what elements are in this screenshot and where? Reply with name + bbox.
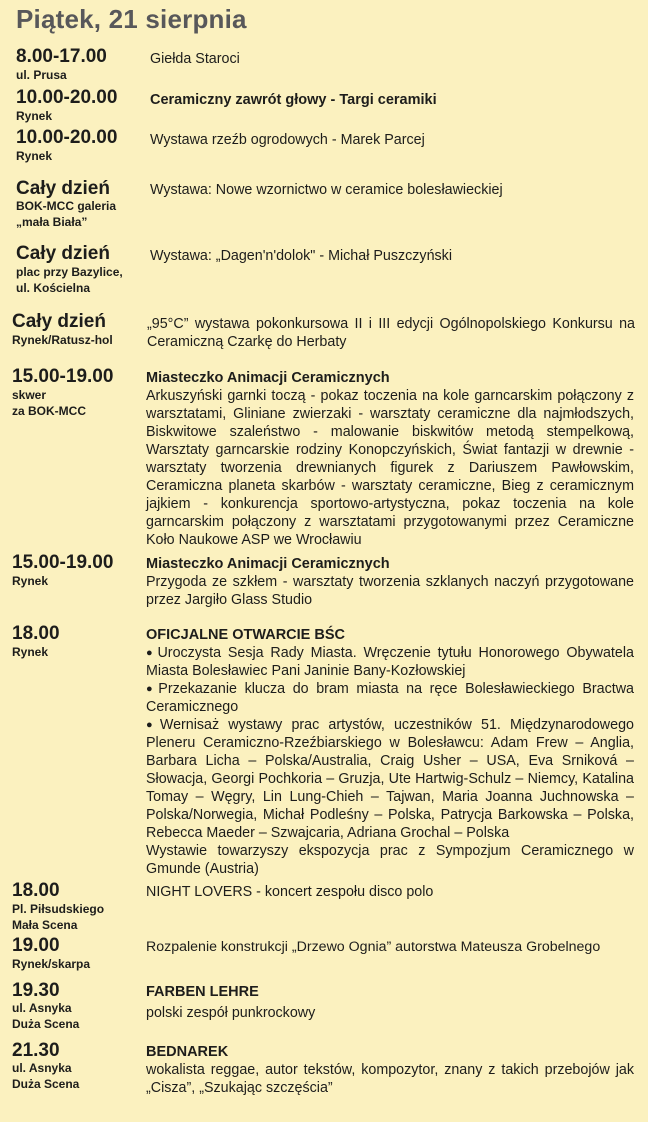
event-description: wokalista reggae, autor tekstów, kompozytor, znany z takich przebojów jak „Cisza”, „Szukając szczęścia” (146, 1062, 634, 1096)
event-description: Rozpalenie konstrukcji „Drzewo Ognia” autorstwa Mateusza Grobelnego (146, 939, 601, 955)
event-description: Przygoda ze szkłem - warsztaty tworzenia szklanych naczyń przygotowane przez Jargiło Glass Studio (146, 574, 634, 608)
event-location: Pl. Piłsudskiego Mała Scena (12, 902, 105, 932)
event-location: ul. Asnyka Duża Scena (12, 1061, 80, 1091)
bullet-text: Wernisaż wystawy prac artystów, uczestników 51. Międzynarodowego Pleneru Ceramiczno-Rzeźbiarskiego w Bolesławcu: Adam Frew – Anglia, Barbara Licha – Polska/Australia, Craig Usher – USA, Eva Srniková – Słowacja, Georgi Pochkoria – Gruzja, Ute Hartwig-Schulz – Niemcy, Katalina Tomay – Węgry, Lin Lung-Chieh – Tajwan, Maria Joanna Juchnowska – Polska/Norwegia, Michał Podleśny – Polska, Patrycja Barkowska – Polska, Rebecca Maeder – Szwajcaria, Adriana Grochal – Polska (146, 717, 634, 841)
page-title: Piątek, 21 sierpnia (16, 4, 247, 34)
event-location: Rynek (16, 149, 53, 163)
bullet-item (146, 644, 634, 680)
event-location: ul. Asnyka Duża Scena (12, 1001, 80, 1031)
event-location: Rynek (16, 109, 53, 123)
event-heading: OFICJALNE OTWARCIE BŚC (146, 627, 345, 643)
event-heading: BEDNAREK (146, 1044, 229, 1060)
event-location: Rynek (12, 645, 49, 659)
event-time: 19.30 (12, 980, 60, 1001)
event-location: skwer za BOK-MCC (12, 388, 86, 418)
event-heading: FARBEN LEHRE (146, 984, 259, 1000)
bullet-text: Przekazanie klucza do bram miasta na ręce Bolesławieckiego Bractwa Ceramicznego (146, 681, 634, 715)
bullet-item (146, 680, 634, 716)
event-time: 8.00-17.00 (16, 46, 107, 67)
bullet-item (146, 716, 634, 842)
event-time: Cały dzień (12, 311, 106, 332)
event-heading: Miasteczko Animacji Ceramicznych (146, 370, 390, 386)
event-location: Rynek (12, 574, 49, 588)
event-location: Rynek/skarpa (12, 957, 91, 971)
event-location: plac przy Bazylice, ul. Kościelna (16, 265, 123, 295)
event-time: Cały dzień (16, 243, 110, 264)
event-description: NIGHT LOVERS - koncert zespołu disco polo (146, 884, 434, 900)
bullet-icon: ● (146, 719, 158, 731)
event-description: Wystawa: Nowe wzornictwo w ceramice bolesławieckiej (150, 182, 503, 198)
event-time: 15.00-19.00 (12, 366, 114, 387)
event-time: 19.00 (12, 935, 60, 956)
event-description: Wystawie towarzyszy ekspozycja prac z Sympozjum Ceramicznego w Gmunde (Austria) (146, 843, 634, 877)
event-heading: Ceramiczny zawrót głowy - Targi ceramiki (150, 92, 437, 108)
event-time: 21.30 (12, 1040, 60, 1061)
event-description: Wystawa: „Dagen'n'dolok" - Michał Puszczyński (150, 248, 453, 264)
event-description: polski zespół punkrockowy (146, 1005, 316, 1021)
event-description: Wystawa rzeźb ogrodowych - Marek Parcej (150, 132, 425, 148)
event-time: 18.00 (12, 623, 60, 644)
event-location: Rynek/Ratusz-hol (12, 333, 113, 347)
event-description: Giełda Staroci (150, 51, 240, 67)
event-time: 15.00-19.00 (12, 552, 114, 573)
event-description: „95°C” wystawa pokonkursowa II i III edycji Ogólnopolskiego Konkursu na Ceramiczną Czarkę do Herbaty (147, 316, 635, 350)
event-heading: Miasteczko Animacji Ceramicznych (146, 556, 390, 572)
bullet-text: Uroczysta Sesja Rady Miasta. Wręczenie tytułu Honorowego Obywatela Miasta Bolesławiec Pani Janinie Bany-Kozłowskiej (146, 645, 634, 679)
bullet-icon: ● (146, 647, 156, 659)
event-location: BOK-MCC galeria „mała Biała” (16, 199, 117, 229)
event-time: Cały dzień (16, 178, 110, 199)
event-time: 10.00-20.00 (16, 87, 118, 108)
bullet-icon: ● (146, 683, 157, 695)
event-description: Arkuszyński garnki toczą - pokaz toczenia na kole garncarskim połączony z warsztatami, Gliniane zwierzaki - warsztaty ceramiczne dla najmłodszych, Biskwitowe szaleństwo - malowanie biskwitów metodą stempelkową, Warsztaty garncarskie rodziny Konopczyńskich, Świat fantazji w drewnie - warsztaty tworzenia drewnianych figurek z Dariuszem Pawłowskim, Ceramiczna planeta skarbów - warsztaty ceramiczne, Bieg z ceramicznym jajkiem - konkurencja sportowo-artystyczna, pokaz toczenia na kole garncarskim połączony z warsztatami przygotowanymi przez Ceramiczne Koło Naukowe ASP we Wrocławiu (146, 388, 634, 548)
event-time: 18.00 (12, 880, 60, 901)
event-time: 10.00-20.00 (16, 127, 118, 148)
event-location: ul. Prusa (16, 68, 67, 82)
